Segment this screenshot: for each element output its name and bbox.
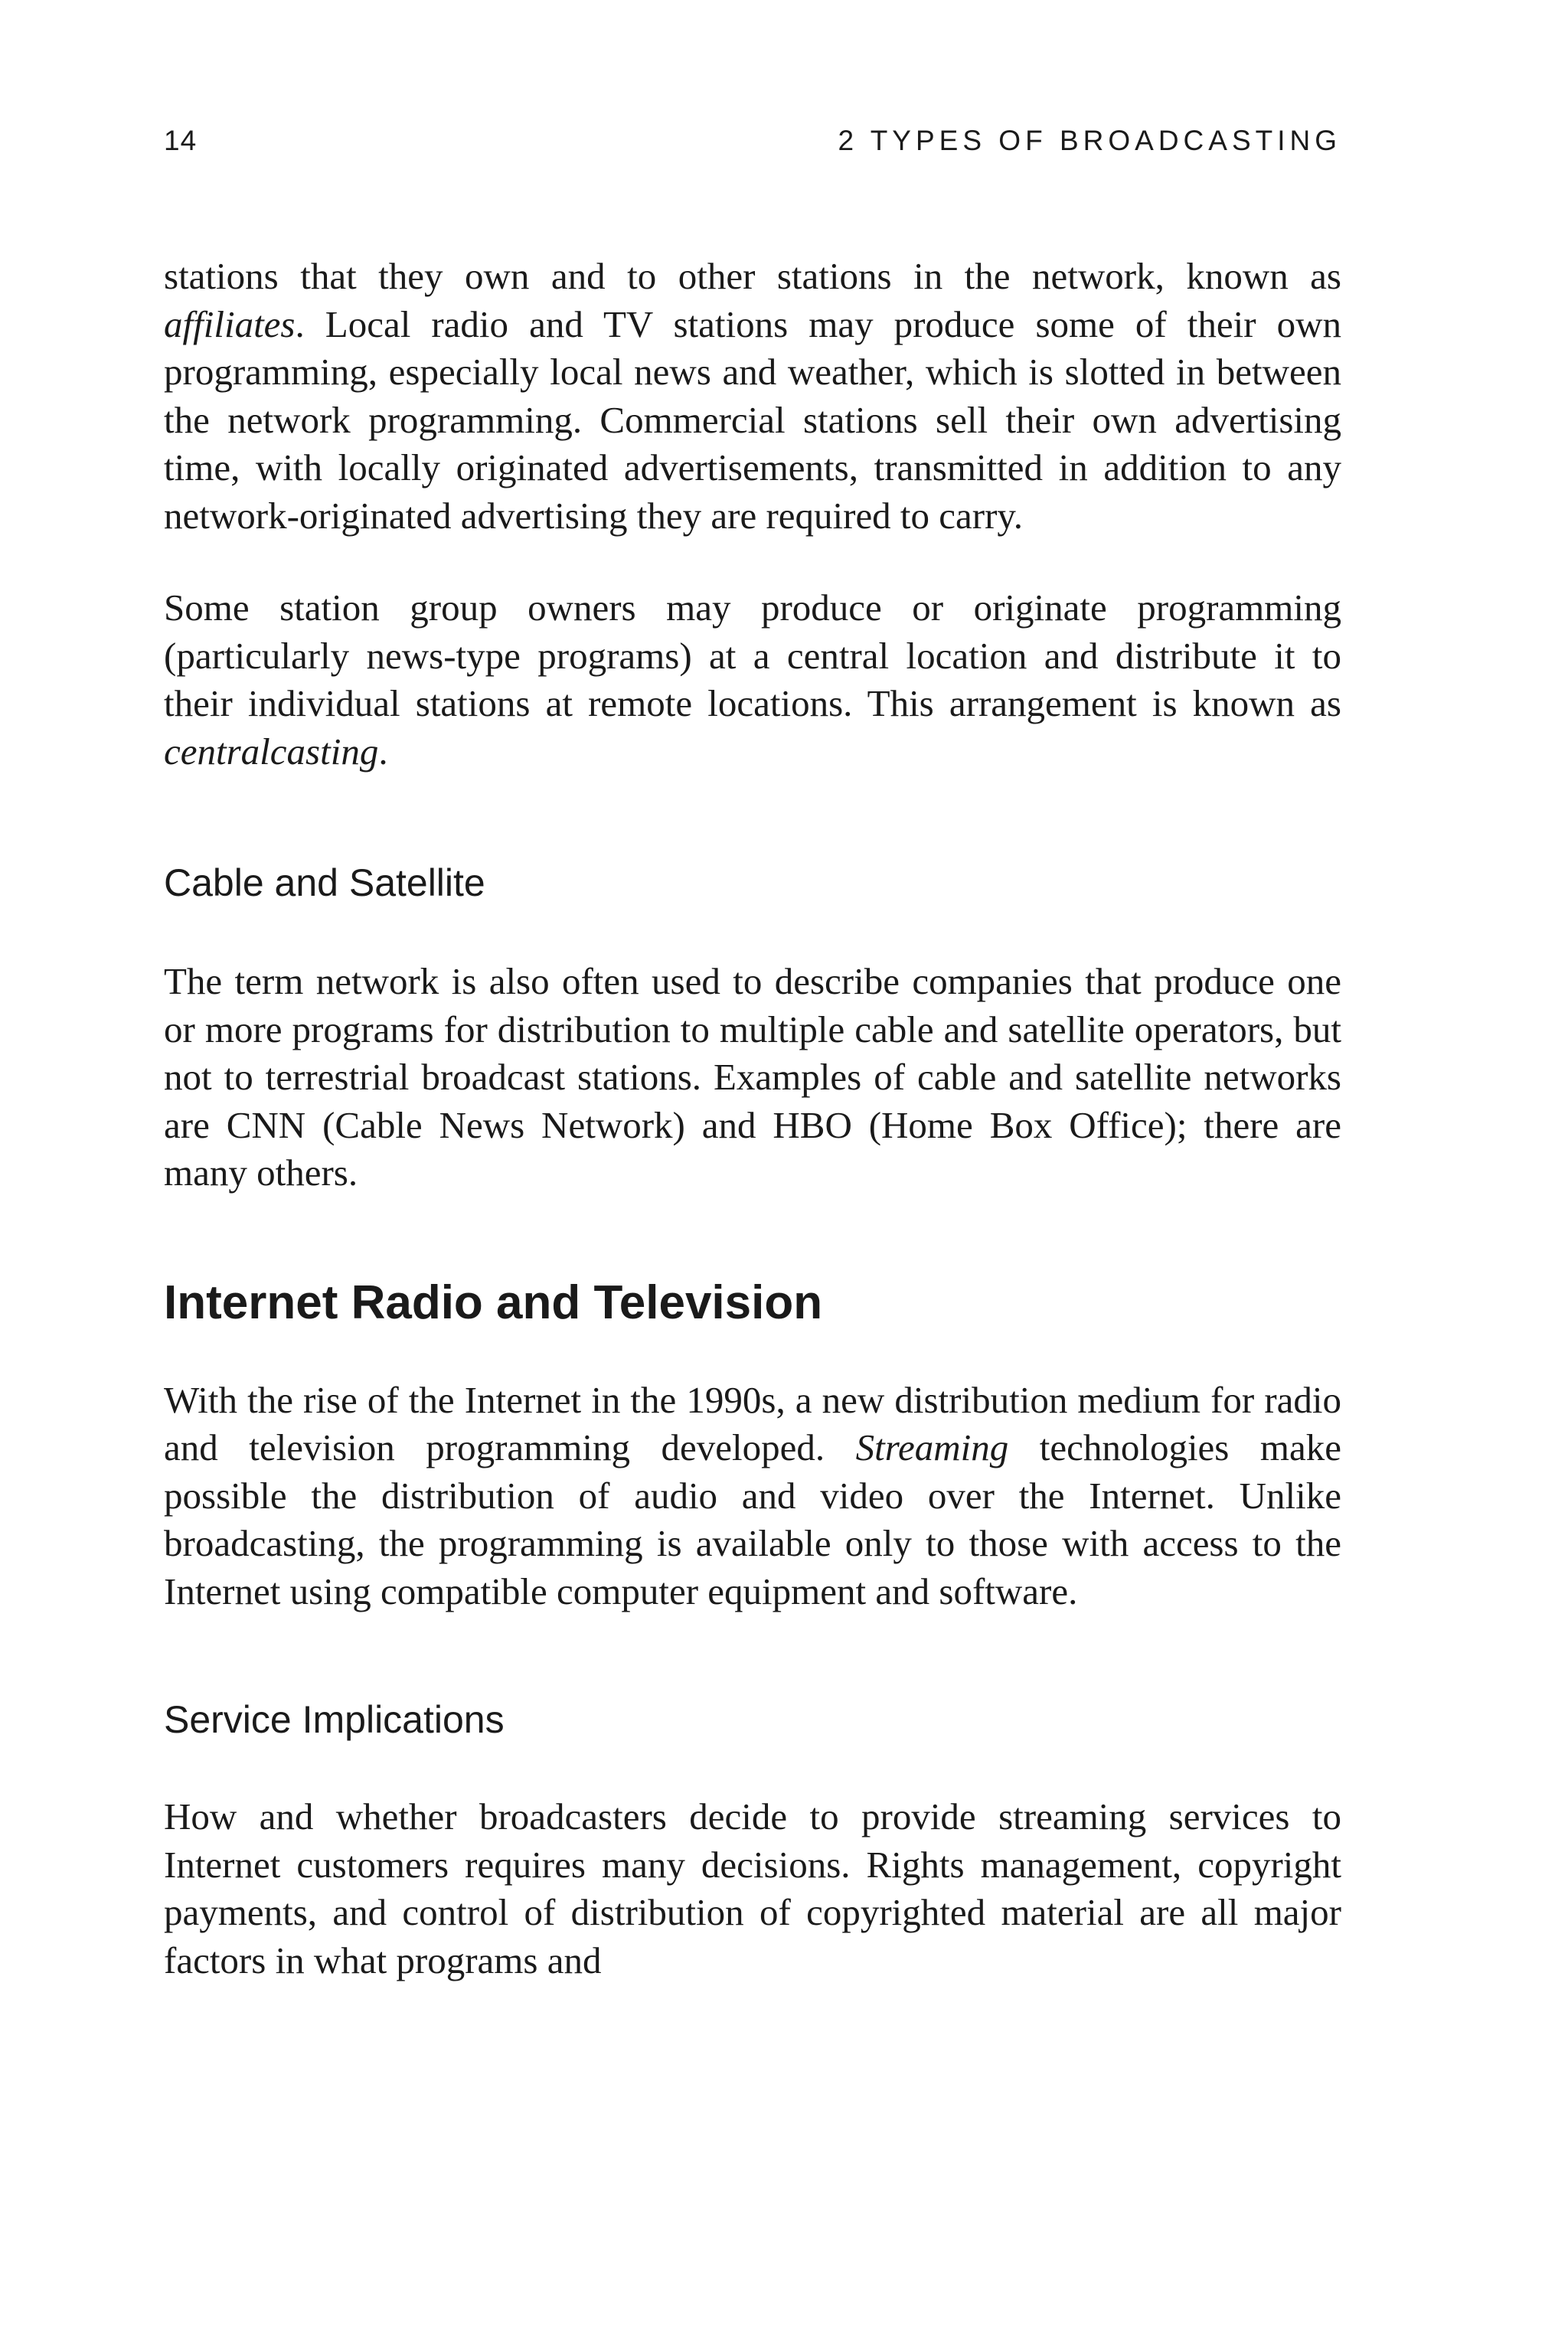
paragraph-service-decisions: How and whether broadcasters decide to provide streaming services to Internet customers requires many decisions. Rights management, copyright payments, and control of distribution of copyrighted material are all major factors in what programs and <box>164 1795 1341 1981</box>
chapter-title: 2 TYPES OF BROADCASTING <box>838 125 1341 156</box>
paragraph-text: . Local radio and TV stations may produce some of their own programming, especially local news and weather, which is slotted in between the network programming. Commercial stations sell their own advertising time, with locally originated advertisements, transmitted in addition to any network-originated advertising they are required to carry. <box>164 302 1341 537</box>
paragraph-streaming <box>164 1377 1341 1616</box>
book-page <box>164 121 1341 1984</box>
paragraph-text: With the rise of the Internet in the 1990s, a new distribution medium for radio and television programming developed. <box>164 1378 1341 1468</box>
running-head <box>164 121 1341 161</box>
paragraph-centralcasting <box>164 584 1341 776</box>
italic-term-affiliates: affiliates <box>164 302 296 345</box>
paragraph-text: stations that they own and to other stations in the network, known as <box>164 255 1341 297</box>
heading-internet-radio-and-television: Internet Radio and Television <box>164 1276 823 1329</box>
subheading-service-implications: Service Implications <box>164 1698 505 1741</box>
italic-term-streaming: Streaming <box>855 1426 1009 1468</box>
page-number: 14 <box>164 125 198 156</box>
subheading-cable-and-satellite: Cable and Satellite <box>164 861 485 904</box>
paragraph-text: Some station group owners may produce or originate programming (particularly news-type programs) at a central location and distribute it to their individual stations at remote locations. This arrangement is known as <box>164 586 1341 724</box>
paragraph-network-affiliates <box>164 253 1341 540</box>
paragraph-text: . <box>378 730 388 773</box>
paragraph-cable-networks: The term network is also often used to describe companies that produce one or more programs for distribution to multiple cable and satellite operators, but not to terrestrial broadcast stations. Examples of cable and satellite networks are CNN (Cable News Network) and HBO (Home Box Office); there are many others. <box>164 960 1341 1194</box>
paragraph-text: technologies make possible the distribution of audio and video over the Internet. Unlike broadcasting, the programming is available only to those with access to the Internet using compatible computer equipment and software. <box>164 1426 1341 1612</box>
italic-term-centralcasting: centralcasting <box>164 730 379 773</box>
